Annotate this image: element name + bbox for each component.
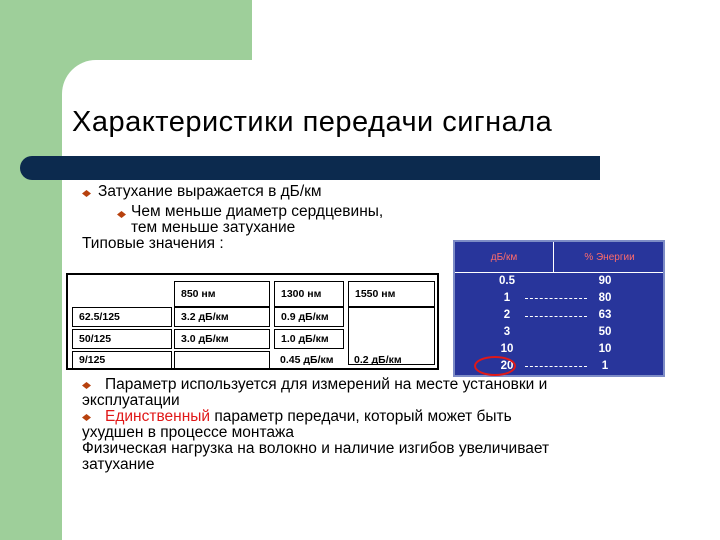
value-cell: 1.0 дБ/км — [274, 329, 344, 349]
bullet-text-unique-rest: параметр передачи, который может быть — [210, 408, 512, 425]
value-cell: 3.0 дБ/км — [174, 329, 270, 349]
highlighted-word: Единственный — [105, 408, 211, 425]
highlight-circle — [474, 356, 516, 376]
bullet-diamond-icon — [117, 211, 126, 218]
db-value: 3 — [503, 326, 511, 338]
title-underline-bar — [20, 156, 600, 180]
paragraph-load-line1: Физическая нагрузка на волокно и наличие изгибов увеличивает — [82, 440, 550, 457]
bullet-diamond-icon — [82, 190, 91, 197]
header-divider — [455, 272, 663, 273]
fiber-cell: 50/125 — [72, 329, 172, 349]
value-cell: 0.45 дБ/км — [280, 354, 334, 366]
db-value: 1 — [503, 292, 511, 304]
bullet-text-unique-cont: ухудшен в процессе монтажа — [82, 424, 294, 441]
value-cell: 3.2 дБ/км — [174, 307, 270, 327]
header-energy-percent: % Энергии — [584, 251, 635, 263]
typical-values-label: Типовые значения : — [82, 235, 224, 252]
bullet-text-unique — [105, 409, 512, 425]
green-side-strip — [0, 0, 62, 540]
db-value: 20 — [500, 360, 514, 372]
sub-bullet-line2: тем меньше затухание — [131, 219, 296, 236]
bullet-diamond-icon — [82, 414, 91, 421]
bullet-text-measurement: Параметр используется для измерений на месте установки и — [105, 376, 548, 393]
energy-value: 10 — [598, 343, 612, 355]
fiber-cell: 62.5/125 — [72, 307, 172, 327]
energy-value: 80 — [598, 292, 612, 304]
paragraph-load-line2: затухание — [82, 456, 155, 473]
bullet-text-attenuation: Затухание выражается в дБ/км — [98, 183, 322, 200]
header-1550: 1550 нм — [348, 281, 435, 307]
fiber-cell: 9/125 — [72, 351, 172, 369]
energy-value: 90 — [598, 275, 612, 287]
column-divider — [553, 242, 554, 272]
header-1300: 1300 нм — [274, 281, 344, 307]
energy-value: 50 — [598, 326, 612, 338]
db-value: 10 — [500, 343, 514, 355]
energy-value: 1 — [601, 360, 609, 372]
empty-850-cell — [174, 351, 270, 369]
slide-title: Характеристики передачи сигнала — [72, 106, 553, 138]
value-cell: 0.9 дБ/км — [274, 307, 344, 327]
value-cell: 0.2 дБ/км — [354, 354, 402, 366]
bullet-diamond-icon — [82, 382, 91, 389]
header-850: 850 нм — [174, 281, 270, 307]
db-value: 2 — [503, 309, 511, 321]
bullet-text-measurement-cont: эксплуатации — [82, 392, 180, 409]
attenuation-table — [66, 273, 439, 370]
db-value: 0.5 — [499, 275, 515, 287]
sub-bullet-line1: Чем меньше диаметр сердцевины, — [131, 203, 384, 220]
energy-value: 63 — [598, 309, 612, 321]
header-db-per-km: дБ/км — [490, 251, 518, 263]
